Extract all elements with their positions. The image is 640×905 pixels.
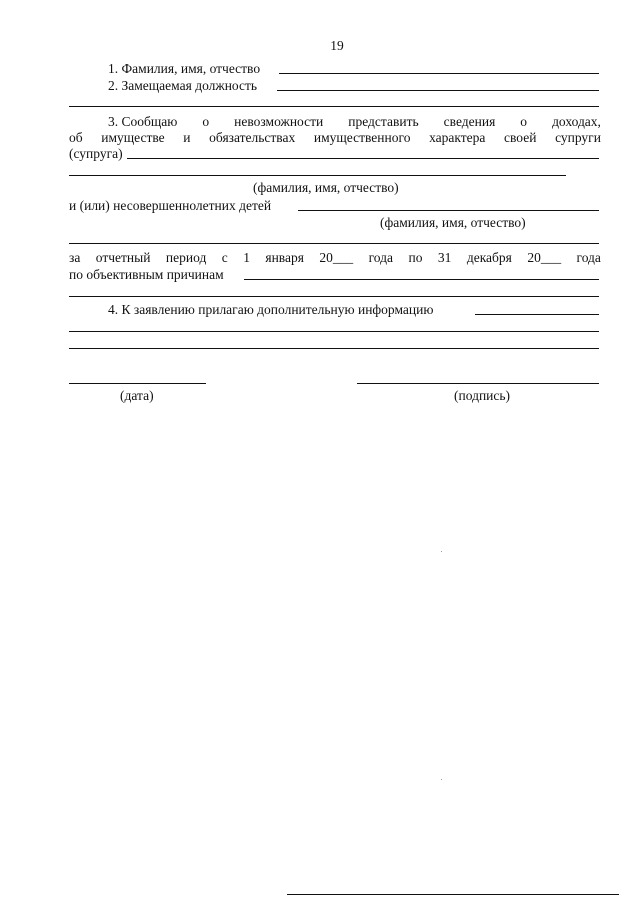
children-name-caption: (фамилия, имя, отчество) xyxy=(380,215,526,230)
children-label: и (или) несовершеннолетних детей xyxy=(69,198,272,213)
word: 31 xyxy=(437,250,452,265)
scan-speck xyxy=(441,551,442,552)
word: о xyxy=(520,114,528,129)
word: января xyxy=(265,250,304,265)
word: доходах, xyxy=(552,114,601,129)
word: обязательствах xyxy=(209,130,296,145)
word: года xyxy=(368,250,394,265)
word: 1 xyxy=(243,250,250,265)
position-continuation-line[interactable] xyxy=(69,106,599,107)
reasons-field-line[interactable] xyxy=(244,279,599,280)
word: представить xyxy=(348,114,419,129)
reporting-period-line xyxy=(69,250,601,266)
additional-info-line-2[interactable] xyxy=(69,331,599,332)
start-year-field[interactable]: 20___ xyxy=(319,250,354,265)
date-caption: (дата) xyxy=(120,388,154,403)
spouse-field-line[interactable] xyxy=(127,158,599,159)
word: отчетный xyxy=(95,250,151,265)
signature-caption: (подпись) xyxy=(454,388,511,403)
word: за xyxy=(69,250,81,265)
additional-info-line-3[interactable] xyxy=(69,348,599,349)
word: с xyxy=(221,250,228,265)
reasons-continuation-line[interactable] xyxy=(69,296,599,297)
word: года xyxy=(576,250,601,265)
scan-speck xyxy=(441,779,442,780)
word: о xyxy=(202,114,210,129)
word: своей xyxy=(504,130,537,145)
children-field-line[interactable] xyxy=(298,210,599,211)
item3-line-2 xyxy=(69,130,601,146)
signature-field-line[interactable] xyxy=(357,383,599,384)
word: имуществе xyxy=(101,130,165,145)
additional-info-label: 4. К заявлению прилагаю дополнительную информацию xyxy=(108,302,434,317)
bottom-edge-line xyxy=(287,894,619,895)
date-field-line[interactable] xyxy=(69,383,206,384)
word: и xyxy=(183,130,191,145)
position-label: 2. Замещаемая должность xyxy=(108,78,258,93)
word: характера xyxy=(429,130,486,145)
full-name-label: 1. Фамилия, имя, отчество xyxy=(108,61,261,76)
spouse-name-caption: (фамилия, имя, отчество) xyxy=(253,180,399,195)
position-field-line[interactable] xyxy=(277,90,599,91)
word: имущественного xyxy=(313,130,411,145)
word: сведения xyxy=(443,114,496,129)
item3-line-1 xyxy=(108,114,601,130)
spouse-continuation-line[interactable] xyxy=(69,175,566,176)
word: об xyxy=(69,130,83,145)
end-year-field[interactable]: 20___ xyxy=(527,250,562,265)
additional-info-field-line[interactable] xyxy=(475,314,599,315)
word: декабря xyxy=(466,250,512,265)
spouse-label: (супруга) xyxy=(69,146,123,161)
word: 3. Сообщаю xyxy=(108,114,178,129)
reasons-label: по объективным причинам xyxy=(69,267,224,282)
full-name-field-line[interactable] xyxy=(279,73,599,74)
page-number: 19 xyxy=(330,38,344,53)
word: по xyxy=(408,250,423,265)
children-continuation-line[interactable] xyxy=(69,243,599,244)
word: невозможности xyxy=(234,114,324,129)
word: супруги xyxy=(555,130,601,145)
word: период xyxy=(165,250,207,265)
